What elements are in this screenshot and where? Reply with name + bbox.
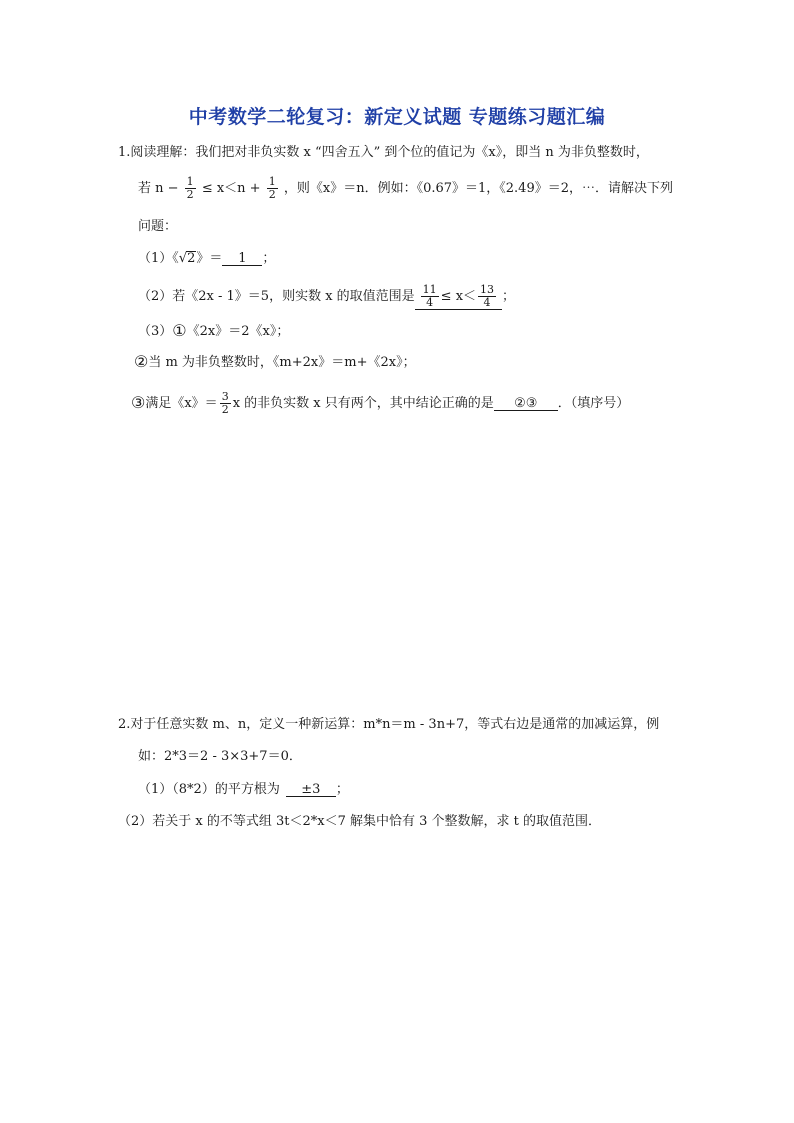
q1-part3-answer: ②③ — [494, 397, 558, 411]
q1-problems-label: 问题： — [138, 219, 178, 234]
q2-example-line: 如：2*3＝2 - 3×3+7＝0． — [138, 749, 302, 764]
q1-condition-line — [138, 176, 673, 201]
circled-three: ③ — [131, 393, 146, 413]
circled-two: ② — [134, 352, 149, 371]
q1-part1: （1）《√2》＝ 1 ； — [138, 251, 276, 266]
q2-intro-line: 2.对于任意实数 m、n，定义一种新运算：m*n＝m - 3n+7，等式右边是通常的加减运算，例 — [118, 717, 660, 732]
q1-cond-mid: ≤ x＜n + — [201, 181, 261, 197]
q1-cond-pre: 若 n − — [138, 181, 179, 197]
q1-cond-post: ，则《x》＝n．例如：《0.67》＝1，《2.49》＝2，⋯．请解决下列 — [283, 181, 673, 197]
page-title: 中考数学二轮复习：新定义试题 专题练习题汇编 — [188, 106, 606, 128]
q2-part2: （2）若关于 x 的不等式组 3t＜2*x＜7 解集中恰有 3 个整数解，求 t 的取值范围． — [118, 814, 602, 829]
q1-intro-line: 1.阅读理解：我们把对非负实数 x “四舍五入” 到个位的值记为《x》，即当 n 为非负整数时， — [118, 145, 649, 160]
q1-part1-answer: 1 — [222, 252, 262, 266]
q1-part2-answer: $\frac{11}{4}$ ≤ x＜ $\frac{13}{4}$ — [415, 284, 502, 310]
half-fraction: $\frac{1}{2}$ — [268, 175, 276, 202]
radicand: 2 — [187, 251, 196, 266]
sqrt-symbol: √ — [178, 251, 188, 266]
circled-one: ① — [172, 321, 187, 340]
q1-part3-statement3: ③满足《x》＝ $\frac{3}{2}$ x 的非负实数 x 只有两个，其中结论正确的是 ②③ ．（填序号） — [131, 390, 630, 417]
half-fraction: $\frac{1}{2}$ — [186, 175, 194, 202]
q2-part1: （1）（8*2）的平方根为 ±3 ； — [138, 782, 349, 797]
q1-part3-statement1: （3）①《2x》＝2《x》； — [138, 321, 290, 340]
q1-part2: （2）若《2x - 1》＝5，则实数 x 的取值范围是 $\frac{11}{4}$ ≤ x＜ $\frac{13}{4}$ ； — [138, 283, 516, 310]
q1-part3-statement2: ②当 m 为非负整数时，《m+2x》＝m+《2x》； — [134, 352, 416, 371]
q2-part1-answer: ±3 — [286, 783, 336, 797]
